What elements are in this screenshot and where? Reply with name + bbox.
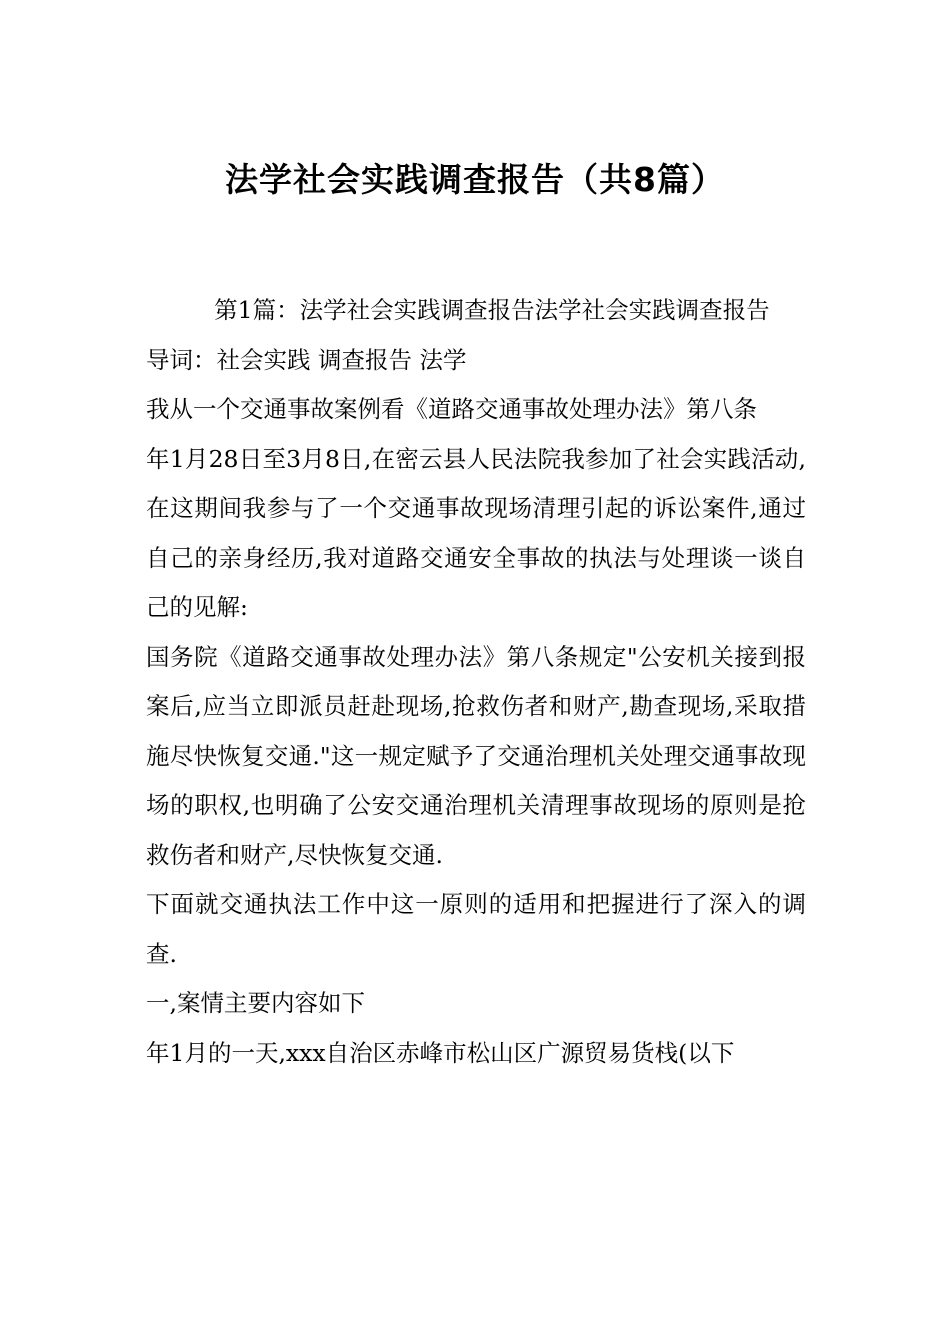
document-body (146, 286, 806, 1078)
paragraph-regulation: 国务院《道路交通事故处理办法》第八条规定"公安机关接到报案后,应当立即派员赶赴现场,抢救伤者和财产,勘查现场,采取措施尽快恢复交通."这一规定赋予了交通治理机关处理交通事故现场的职权,也明确了公安交通治理机关清理事故现场的原则是抢救伤者和财产,尽快恢复交通. (146, 642, 806, 869)
paragraph-case-start: 年1月的一天,xxx自治区赤峰市松山区广源贸易货栈(以下 (146, 1038, 735, 1067)
paragraph-investigation: 下面就交通执法工作中这一原则的适用和把握进行了深入的调查. (146, 890, 806, 968)
paragraph-intro: 年1月28日至3月8日,在密云县人民法院我参加了社会实践活动,在这期间我参与了一个交通事故现场清理引起的诉讼案件,通过自己的亲身经历,我对道路交通安全事故的执法与处理谈一谈自己的见解: (146, 444, 806, 621)
paragraph-case-heading: 一,案情主要内容如下 (146, 989, 365, 1017)
document-title: 法学社会实践调查报告（共8篇） (225, 160, 725, 199)
paragraph-keywords: 导词：社会实践 调查报告 法学 (146, 345, 467, 374)
paragraph-case-title: 我从一个交通事故案例看《道路交通事故处理办法》第八条 (146, 395, 757, 423)
paragraph-section-heading: 第1篇：法学社会实践调查报告法学社会实践调查报告 (214, 296, 770, 324)
